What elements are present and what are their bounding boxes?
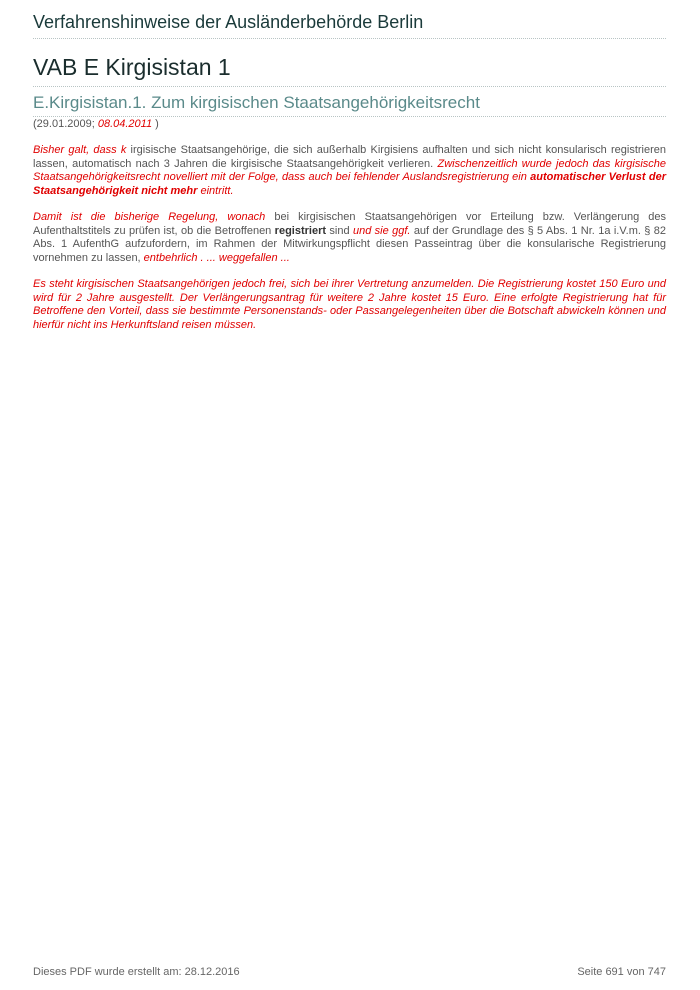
p2-text-1: Damit ist die bisherige Regelung, wonach [33,211,266,223]
p1-text-4: automatischer Verlust der Staatsangehörigkeit nicht mehr [33,171,666,197]
paragraph-1 [33,144,666,198]
revision-dates [33,118,159,130]
p2-text-3: registriert [274,224,327,237]
p2-text-2: bei kirgisischen Staatsangehörigen vor Erteilung bzw. Verlängerung des Aufenthaltstitels zu prüfen ist, ob die Betroffenen [33,211,667,237]
footer-created-date: Dieses PDF wurde erstellt am: 28.12.2016 [33,966,240,978]
p2-text-6: auf der Grundlage des § 5 Abs. 1 Nr. 1a i.V.m. § 82 Abs. 1 AufenthG aufzufordern, im Rahmen der Mitwirkungspflicht diesen Passeintrag über die konsularische Registrierung vornehmen zu lassen, [33,224,667,264]
paragraph-3 [33,278,666,332]
section-heading: E.Kirgisistan.1. Zum kirgisischen Staatsangehörigkeitsrecht [33,93,666,117]
date-original: (29.01.2009; [33,118,98,130]
paragraph-2 [33,211,666,265]
p3-text-1: Es steht kirgisischen Staatsangehörigen jedoch frei, sich bei ihrer Vertretung anzumelden. Die Registrierung kostet 150 Euro und wird für 2 Jahre ausgestellt. Der Verlängerungsantrag für weitere 2 Jahre kostet 15 Euro. Eine erfolgte Registrierung hat für Betroffene den Vorteil, dass sie bestimmte Personenstands- oder Passangelegenheiten über die Botschaft abwickeln können und hierfür nicht ins Herkunftsland reisen müssen. [33,278,666,331]
footer-page-number: Seite 691 von 747 [577,966,666,978]
document-header: Verfahrenshinweise der Ausländerbehörde Berlin [33,12,666,39]
p2-text-7: entbehrlich . ... weggefallen ... [143,251,290,264]
p1-text-2: irgisische Staatsangehörige, die sich außerhalb Kirgisiens aufhalten und sich nicht konsularisch registrieren lassen, automatisch nach 3 Jahren die kirgisische Staatsangehörigkeit verlieren. [33,144,667,170]
date-close: ) [152,118,159,130]
page-title: VAB E Kirgisistan 1 [33,54,666,87]
p1-text-3: Zwischenzeitlich wurde jedoch das kirgisische Staatsangehörigkeitsrecht novelliert mit der Folge, dass auch bei fehlender Auslandsregistrierung ein [33,157,667,184]
p1-text-1: Bisher galt, dass k [33,144,127,156]
p1-text-5: eintritt. [197,184,234,197]
p2-text-5: und sie ggf. [352,224,411,237]
p2-text-4: sind [326,224,353,237]
date-amended: 08.04.2011 [97,118,153,130]
